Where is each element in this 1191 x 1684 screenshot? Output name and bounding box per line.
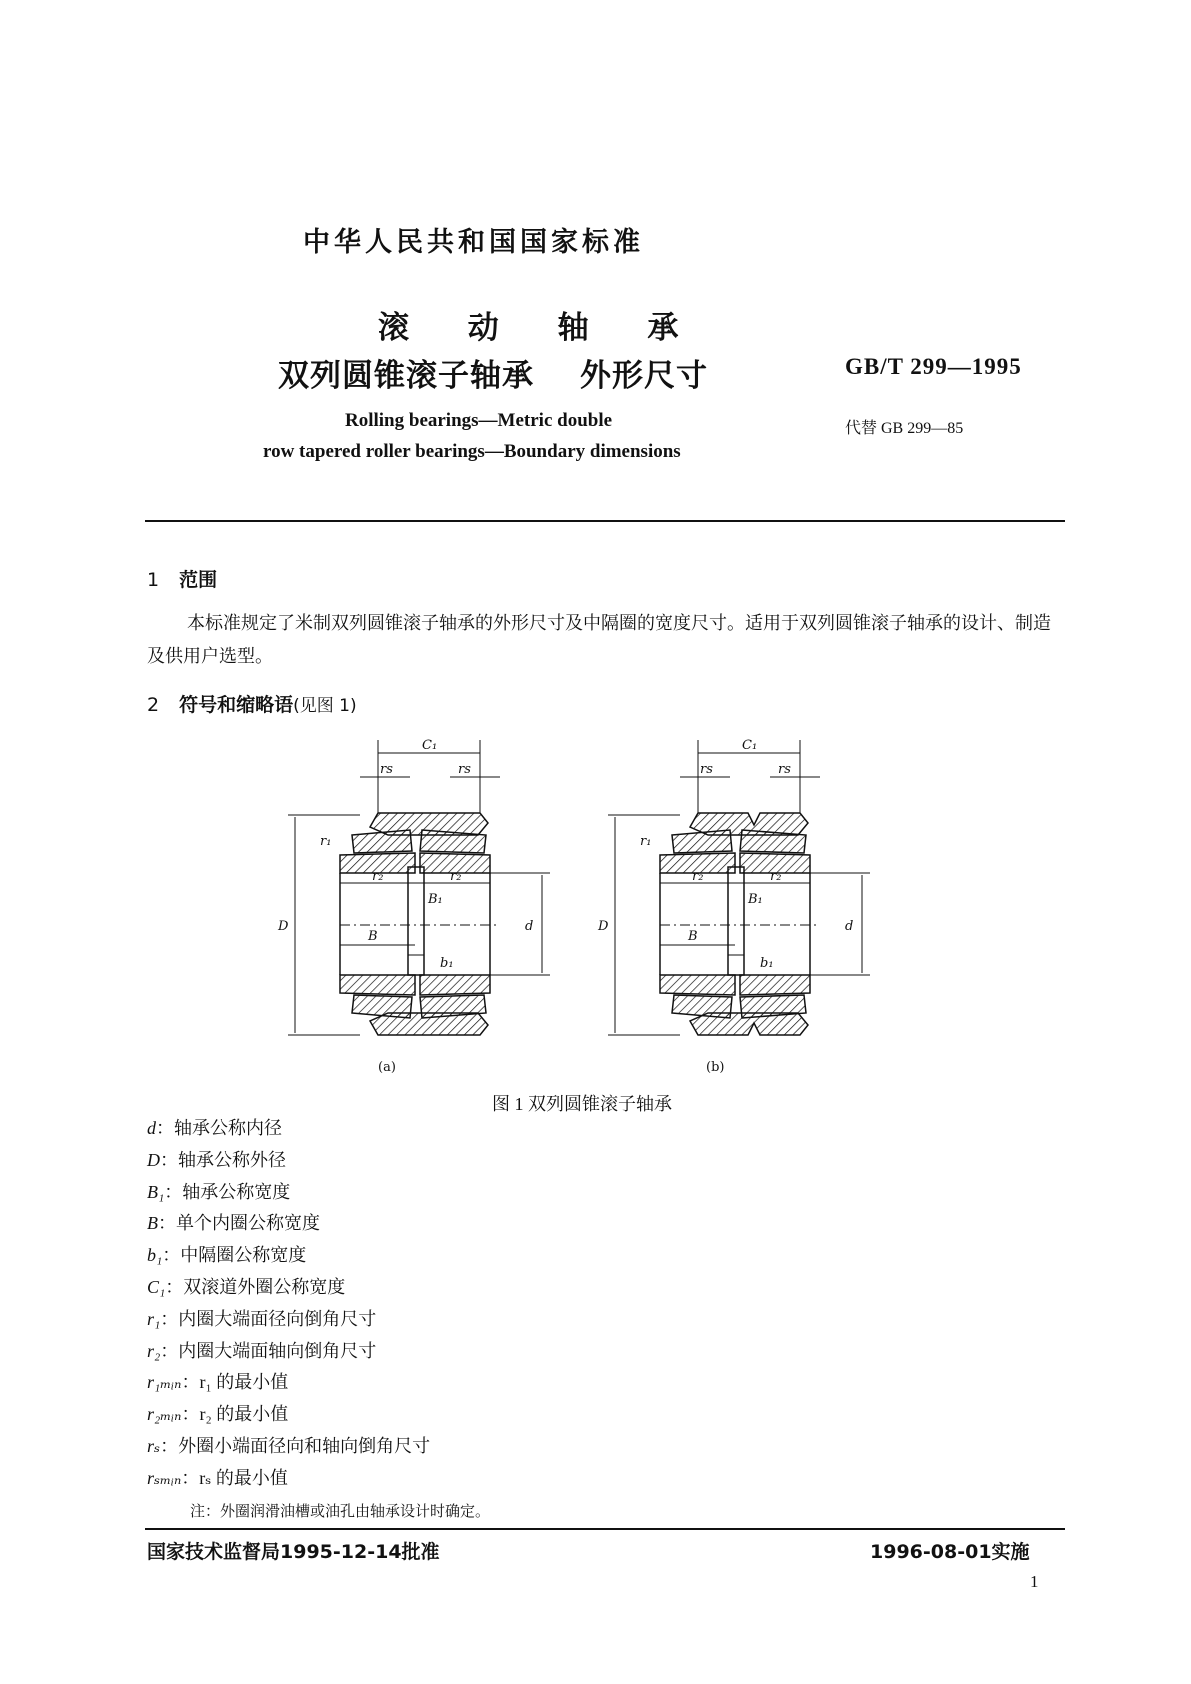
definition-row: [147, 1272, 430, 1304]
standard-number: [845, 354, 1022, 380]
definition-symbol: B₁: [147, 1181, 165, 1202]
definition-row: [147, 1431, 430, 1463]
definition-symbol: d: [147, 1118, 156, 1138]
standard-number-text: GB/T 299—1995: [845, 354, 1022, 379]
label-d-b: d: [845, 919, 854, 934]
figure-label-a: (a): [378, 1060, 396, 1075]
bearing-figure: [280, 735, 950, 1085]
label-r1-a: r₁: [320, 834, 332, 849]
header-divider: [145, 520, 1065, 522]
definition-row: [147, 1145, 430, 1177]
definition-row: [147, 1208, 430, 1240]
english-title-line-1: Rolling bearings—Metric double: [345, 410, 613, 431]
approval-line: 国家技术监督局1995-12-14批准: [147, 1541, 440, 1563]
title-line-2b: 外形尺寸: [580, 358, 708, 394]
definition-row: [147, 1240, 430, 1272]
label-C1-a: C₁: [422, 738, 438, 753]
footer-divider: [145, 1528, 1065, 1530]
definition-symbol: r₁ₘᵢₙ: [147, 1372, 182, 1393]
label-rs-a-2: rs: [458, 762, 471, 777]
definition-symbol: rₛ: [147, 1435, 161, 1456]
definition-text: ：内圈大端面轴向倒角尺寸: [160, 1340, 377, 1361]
section-2-title: 符号和缩略语: [179, 694, 294, 716]
definition-symbol: r₁: [147, 1308, 161, 1329]
label-D-a: D: [278, 919, 289, 934]
definition-symbol: rₛₘᵢₙ: [147, 1467, 182, 1488]
section-1-number: 1: [147, 569, 160, 591]
label-C1-b: C₁: [742, 738, 758, 753]
definition-text: ：rₛ 的最小值: [181, 1467, 288, 1488]
effective-date: 1996-08-01实施: [870, 1541, 1030, 1563]
bearing-b: [608, 740, 870, 1035]
section-1-heading: [147, 565, 217, 592]
definition-text: ：外圈小端面径向和轴向倒角尺寸: [160, 1435, 431, 1456]
section-2-number: 2: [147, 694, 160, 716]
definition-symbol: C₁: [147, 1276, 166, 1297]
definition-symbol: D: [147, 1149, 160, 1170]
label-D-b: D: [598, 919, 609, 934]
section-2-heading: [147, 690, 357, 717]
label-b1-b: b₁: [760, 956, 774, 971]
label-r2-b-1: r₂: [692, 869, 704, 884]
definition-row: [147, 1463, 430, 1495]
definition-row: [147, 1113, 430, 1145]
label-B-a: B: [368, 929, 378, 944]
figure-caption: 图 1 双列圆锥滚子轴承: [492, 1094, 672, 1114]
definition-row: [147, 1367, 430, 1399]
label-B1-a: B₁: [428, 892, 443, 907]
replaces-note: 代替 GB 299—85: [845, 420, 964, 437]
section-1-paragraph: 本标准规定了米制双列圆锥滚子轴承的外形尺寸及中隔圈的宽度尺寸。适用于双列圆锥滚子轴承的设计、制造及供用户选型。: [147, 613, 1051, 666]
definition-text: ：轴承公称宽度: [164, 1181, 291, 1202]
definition-row: [147, 1304, 430, 1336]
definition-text: ：r₂ 的最小值: [181, 1404, 289, 1425]
bearing-a: [288, 740, 550, 1035]
label-r2-a-2: r₂: [450, 869, 462, 884]
label-r2-a-1: r₂: [372, 869, 384, 884]
title-line-2a: 双列圆锥滚子轴承: [278, 358, 534, 394]
definition-text: ：轴承公称内径: [156, 1118, 282, 1138]
label-rs-b-1: rs: [700, 762, 713, 777]
definition-symbol: r₂ₘᵢₙ: [147, 1404, 182, 1425]
label-B1-b: B₁: [748, 892, 763, 907]
definition-symbol: b₁: [147, 1245, 163, 1266]
label-r2-b-2: r₂: [770, 869, 782, 884]
definition-row: [147, 1336, 430, 1368]
definition-text: ：中隔圈公称宽度: [162, 1245, 307, 1266]
definition-text: ：r₁ 的最小值: [181, 1372, 289, 1393]
definition-text: ：双滚道外圈公称宽度: [165, 1276, 346, 1297]
definitions-list: [147, 1113, 430, 1495]
national-standard-heading: 中华人民共和国国家标准: [303, 227, 644, 258]
section-2-ref: (见图 1): [293, 696, 357, 716]
figure-label-b: (b): [706, 1060, 725, 1075]
definition-text: ：单个内圈公称宽度: [158, 1213, 320, 1234]
label-b1-a: b₁: [440, 956, 454, 971]
note: 注：外圈润滑油槽或油孔由轴承设计时确定。: [190, 1504, 491, 1520]
label-B-b: B: [688, 929, 698, 944]
label-rs-a-1: rs: [380, 762, 393, 777]
english-title-line-2: row tapered roller bearings—Boundary dimensions: [263, 441, 681, 462]
label-d-a: d: [525, 919, 534, 934]
label-rs-b-2: rs: [778, 762, 791, 777]
definition-symbol: r₂: [147, 1340, 161, 1361]
title-line-1: 滚 动 轴 承: [378, 310, 703, 346]
page-number: 1: [1030, 1572, 1039, 1591]
definition-symbol: B: [147, 1213, 158, 1234]
section-1-title: 范围: [179, 569, 218, 591]
definition-text: ：内圈大端面径向倒角尺寸: [160, 1308, 377, 1329]
definition-row: [147, 1399, 430, 1431]
label-r1-b: r₁: [640, 834, 652, 849]
definition-text: ：轴承公称外径: [160, 1149, 286, 1170]
definition-row: [147, 1177, 430, 1209]
